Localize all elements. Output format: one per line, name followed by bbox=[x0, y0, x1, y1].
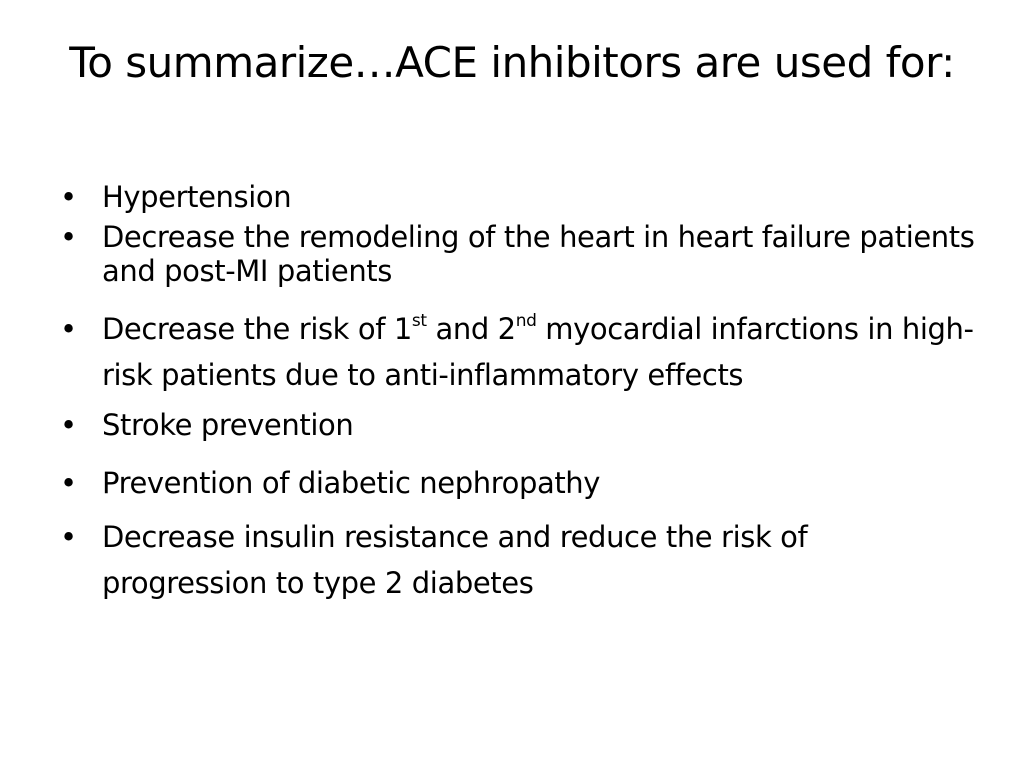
bullet-item-insulin-resistance bbox=[60, 514, 980, 606]
superscript-st: st bbox=[411, 311, 427, 331]
bullet-text-part1: Decrease the risk of 1 bbox=[102, 312, 412, 346]
bullet-icon: • bbox=[60, 220, 77, 254]
bullet-text-part3: myocardial infarctions in high-risk patients due to anti-inflammatory effects bbox=[102, 312, 974, 392]
bullet-text: Prevention of diabetic nephropathy bbox=[102, 466, 601, 500]
bullet-item-myocardial-infarctions bbox=[60, 306, 980, 398]
bullet-text: Hypertension bbox=[102, 180, 292, 214]
bullet-text: Decrease insulin resistance and reduce the risk of progression to type 2 diabetes bbox=[102, 520, 808, 600]
bullet-icon: • bbox=[60, 180, 77, 214]
bullet-item-stroke-prevention bbox=[60, 408, 980, 442]
bullet-text: Decrease the remodeling of the heart in heart failure patients and post-MI patients bbox=[102, 220, 975, 288]
bullet-icon: • bbox=[60, 408, 77, 442]
bullet-item-remodeling bbox=[60, 220, 980, 288]
bullet-icon: • bbox=[60, 520, 77, 554]
bullet-icon: • bbox=[60, 466, 77, 500]
bullet-text-part2: and 2 bbox=[426, 312, 516, 346]
bullet-list bbox=[60, 180, 980, 606]
bullet-item-diabetic-nephropathy bbox=[60, 466, 980, 500]
bullet-item-hypertension bbox=[60, 180, 980, 214]
bullet-text: Stroke prevention bbox=[102, 408, 354, 442]
superscript-nd: nd bbox=[515, 311, 537, 331]
bullet-icon: • bbox=[60, 312, 77, 346]
slide-title: To summarize…ACE inhibitors are used for: bbox=[69, 38, 955, 87]
